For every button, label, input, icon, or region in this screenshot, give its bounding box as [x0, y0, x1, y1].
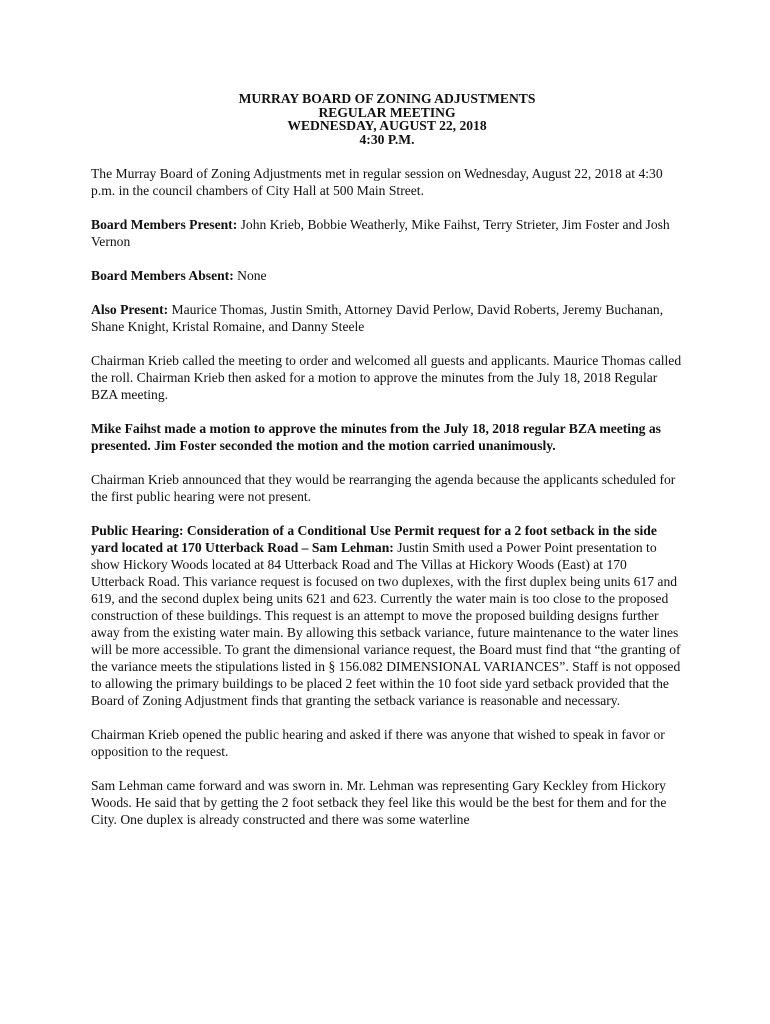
motion-minutes-paragraph: Mike Faihst made a motion to approve the minutes from the July 18, 2018 regular BZA meeting as presented. Jim Foster seconded the motion and the motion carried unanimously. — [91, 421, 661, 454]
header-meeting-type: REGULAR MEETING — [318, 104, 456, 120]
intro-paragraph: The Murray Board of Zoning Adjustments met in regular session on Wednesday, August 22, 2018 at 4:30 p.m. in the council chambers of City Hall at 500 Main Street. — [91, 166, 663, 199]
opened-hearing-paragraph: Chairman Krieb opened the public hearing and asked if there was anyone that wished to speak in favor or opposition to the request. — [91, 727, 665, 760]
also-present-paragraph — [91, 301, 683, 335]
header-title: MURRAY BOARD OF ZONING ADJUSTMENTS — [238, 91, 536, 106]
rearrange-agenda-paragraph: Chairman Krieb announced that they would be rearranging the agenda because the applicants scheduled for the first public hearing were not present. — [91, 472, 676, 505]
members-absent-label: Board Members Absent: — [91, 268, 234, 284]
public-hearing-text: Justin Smith used a Power Point presentation to show Hickory Woods located at 84 Utterback Road and The Villas at Hickory Woods (East) at 170 Utterback Road. This variance request is focused on two duplexes, with the first duplex being units 617 and 619, and the second duplex being units 621 and 623. Currently the water main is too close to the proposed construction of these buildings. This request is an attempt to move the proposed building designs further away from the existing water main. By allowing this setback variance, future maintenance to the water lines will be more accessible. To grant the dimensional variance request, the Board must find that “the granting of the variance meets the stipulations listed in § 156.082 DIMENSIONAL VARIANCES”. Staff is not opposed to allowing the primary buildings to be placed 2 feet within the 10 foot side yard setback provided that the Board of Zoning Adjustment finds that granting the setback variance is reasonable and necessary. — [91, 540, 681, 709]
lehman-testimony-paragraph: Sam Lehman came forward and was sworn in. Mr. Lehman was representing Gary Keckley from Hickory Woods. He said that by getting the 2 foot setback they feel like this would be the best for them and for the City. One duplex is already constructed and there was some waterline — [91, 778, 667, 828]
header-time: 4:30 P.M. — [359, 131, 415, 147]
call-to-order-paragraph: Chairman Krieb called the meeting to order and welcomed all guests and applicants. Maurice Thomas called the roll. Chairman Krieb then asked for a motion to approve the minutes from the July 18, 2018 Regular BZA meeting. — [91, 353, 682, 403]
header-date: WEDNESDAY, AUGUST 22, 2018 — [287, 118, 487, 134]
document-header — [91, 92, 683, 146]
members-present-text: John Krieb, Bobbie Weatherly, Mike Faihst, Terry Strieter, Jim Foster and Josh Vernon — [91, 217, 670, 250]
document-page — [91, 92, 683, 845]
also-present-label: Also Present: — [91, 302, 169, 318]
public-hearing-label: Public Hearing: Consideration of a Conditional Use Permit request for a 2 foot setback in the side yard located at 170 Utterback Road – Sam Lehman: — [91, 523, 657, 556]
members-present-paragraph — [91, 216, 683, 250]
members-absent-text: None — [233, 268, 267, 284]
public-hearing-paragraph — [91, 522, 683, 709]
members-absent-paragraph — [91, 267, 683, 284]
also-present-text: Maurice Thomas, Justin Smith, Attorney David Perlow, David Roberts, Jeremy Buchanan, Shane Knight, Kristal Romaine, and Danny Steele — [91, 302, 664, 335]
members-present-label: Board Members Present: — [91, 217, 238, 233]
